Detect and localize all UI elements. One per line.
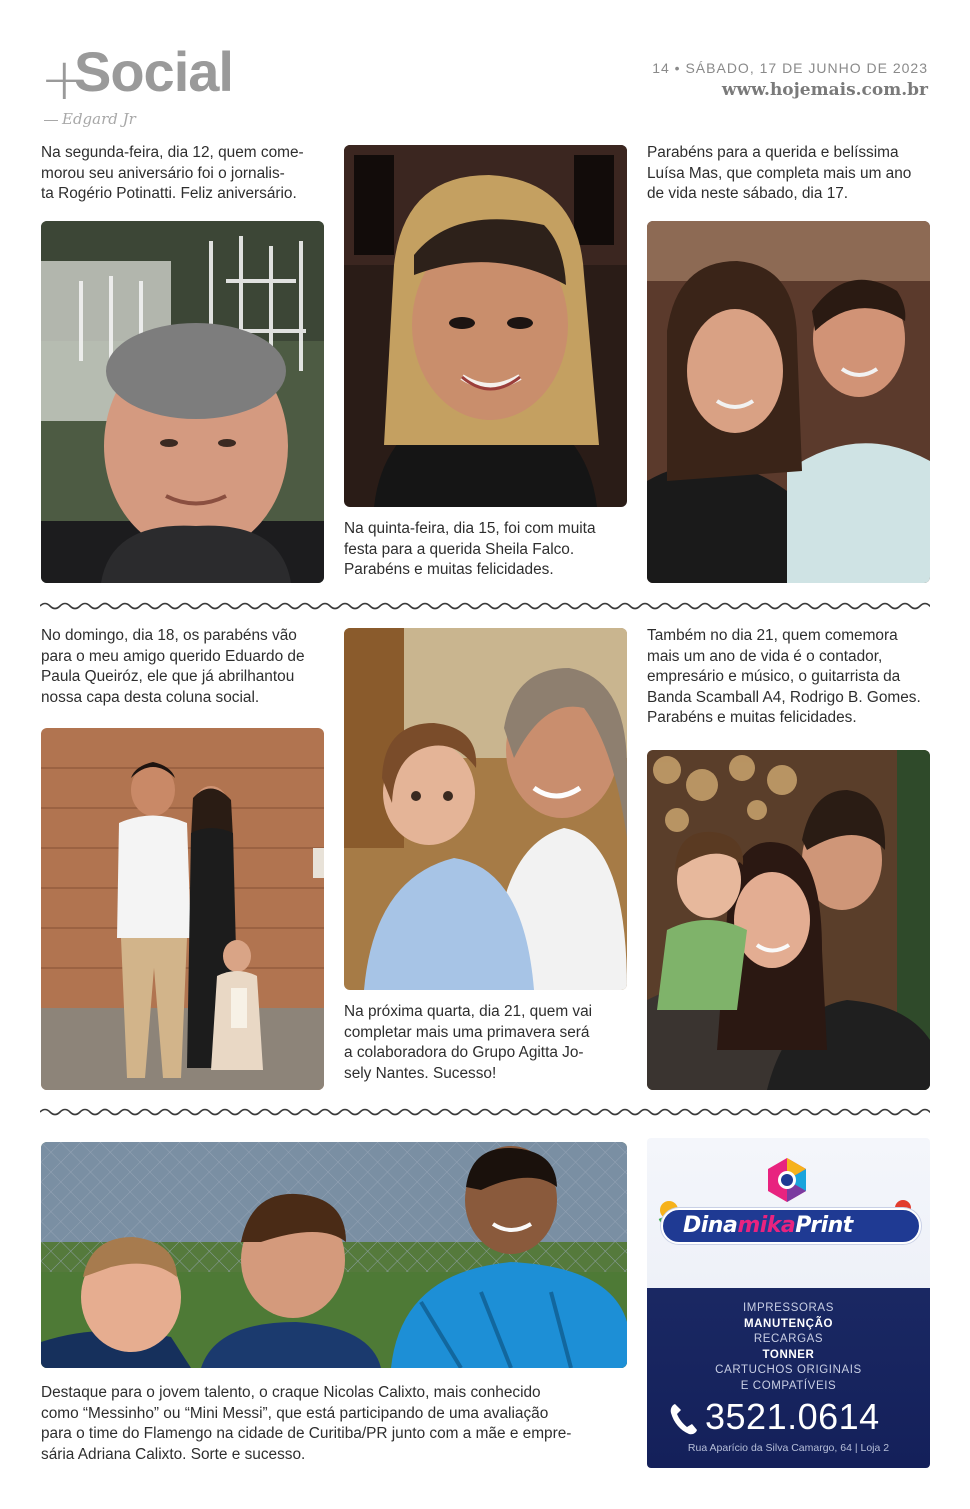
caption-line: morou seu aniversário foi o jornalis- <box>41 164 285 182</box>
caption-line: Também no dia 21, quem comemora <box>647 627 898 644</box>
caption-line: de vida neste sábado, dia 17. <box>647 185 849 202</box>
photo-josely <box>344 628 627 990</box>
dinamika-print-ad[interactable] <box>647 1138 930 1468</box>
caption-luisa <box>647 143 930 205</box>
caption-line: mais um ano de vida é o contador, <box>647 647 883 665</box>
brand-part: Print <box>795 1213 853 1238</box>
caption-rogerio <box>41 143 324 205</box>
service-item: TONNER <box>762 1348 815 1361</box>
photo-nicolas <box>41 1142 627 1368</box>
website-link[interactable]: www.hojemais.com.br <box>721 80 928 100</box>
wavy-divider <box>40 1107 930 1117</box>
caption-line: Na quinta-feira, dia 15, foi com muita <box>344 520 596 537</box>
masthead-title: Social <box>74 40 233 103</box>
brand-name <box>683 1213 853 1238</box>
caption-line: completar mais uma primavera será <box>344 1023 590 1041</box>
brand-part: Dina <box>683 1213 738 1238</box>
service-item: CARTUCHOS ORIGINAIS <box>715 1364 862 1376</box>
wavy-divider <box>40 601 930 611</box>
phone-icon <box>669 1402 699 1436</box>
caption-line: Luísa Mas, que completa mais um ano <box>647 164 912 182</box>
service-item: E COMPATÍVEIS <box>740 1379 837 1392</box>
ad-services-list <box>647 1301 930 1394</box>
service-item: MANUTENÇÃO <box>743 1317 834 1330</box>
caption-line: Destaque para o jovem talento, o craque Nicolas Calixto, mais conhecido <box>41 1384 541 1401</box>
caption-line: para o time do Flamengo na cidade de Curitiba/PR junto com a mãe e empre- <box>41 1425 572 1442</box>
caption-line: ta Rogério Potinatti. Feliz aniversário. <box>41 185 297 202</box>
photo-luisa <box>647 221 930 583</box>
masthead-plus: + <box>40 45 89 113</box>
caption-line: empresário e músico, o guitarrista da <box>647 668 901 685</box>
caption-sheila <box>344 519 627 581</box>
caption-rodrigo <box>647 626 930 729</box>
photo-sheila <box>344 145 627 507</box>
caption-line: Na próxima quarta, dia 21, quem vai <box>344 1003 593 1020</box>
masthead-byline <box>44 110 136 128</box>
caption-line: sária Adriana Calixto. Sorte e sucesso. <box>41 1445 306 1463</box>
caption-line: Banda Scamball A4, Rodrigo B. Gomes. <box>647 688 921 706</box>
byline-text: Edgard Jr <box>62 110 136 128</box>
caption-line: Parabéns para a querida e belíssima <box>647 144 899 161</box>
caption-line: como “Messinho” ou “Mini Messi”, que está participando de uma avaliação <box>41 1404 549 1422</box>
service-item: RECARGAS <box>753 1333 824 1345</box>
caption-line: Paula Queiróz, ele que já abrilhantou <box>41 668 295 685</box>
page-info: 14 • SÁBADO, 17 DE JUNHO DE 2023 <box>652 60 928 76</box>
brand-part: mika <box>737 1213 796 1238</box>
caption-line: Parabéns e muitas felicidades. <box>647 709 857 726</box>
caption-line: Parabéns e muitas felicidades. <box>344 561 554 578</box>
caption-line: sely Nantes. Sucesso! <box>344 1064 497 1082</box>
ad-phone-number[interactable]: 3521.0614 <box>705 1396 880 1437</box>
photo-rogerio <box>41 221 324 583</box>
caption-line: No domingo, dia 18, os parabéns vão <box>41 627 297 644</box>
caption-line: nossa capa desta coluna social. <box>41 688 260 706</box>
service-item: IMPRESSORAS <box>743 1302 834 1314</box>
ad-logo-area <box>647 1138 930 1288</box>
caption-line: festa para a querida Sheila Falco. <box>344 540 575 558</box>
ad-phone-row[interactable] <box>669 1396 919 1442</box>
photo-eduardo <box>41 728 324 1090</box>
caption-line: Na segunda-feira, dia 12, quem come- <box>41 144 304 161</box>
caption-nicolas <box>41 1383 627 1465</box>
masthead <box>40 40 300 134</box>
caption-eduardo <box>41 626 324 708</box>
photo-rodrigo <box>647 750 930 1090</box>
caption-line: a colaboradora do Grupo Agitta Jo- <box>344 1044 584 1061</box>
ad-address: Rua Aparício da Silva Camargo, 64 | Loja 2 <box>687 1442 890 1454</box>
caption-line: para o meu amigo querido Eduardo de <box>41 647 305 665</box>
caption-josely <box>344 1002 627 1084</box>
